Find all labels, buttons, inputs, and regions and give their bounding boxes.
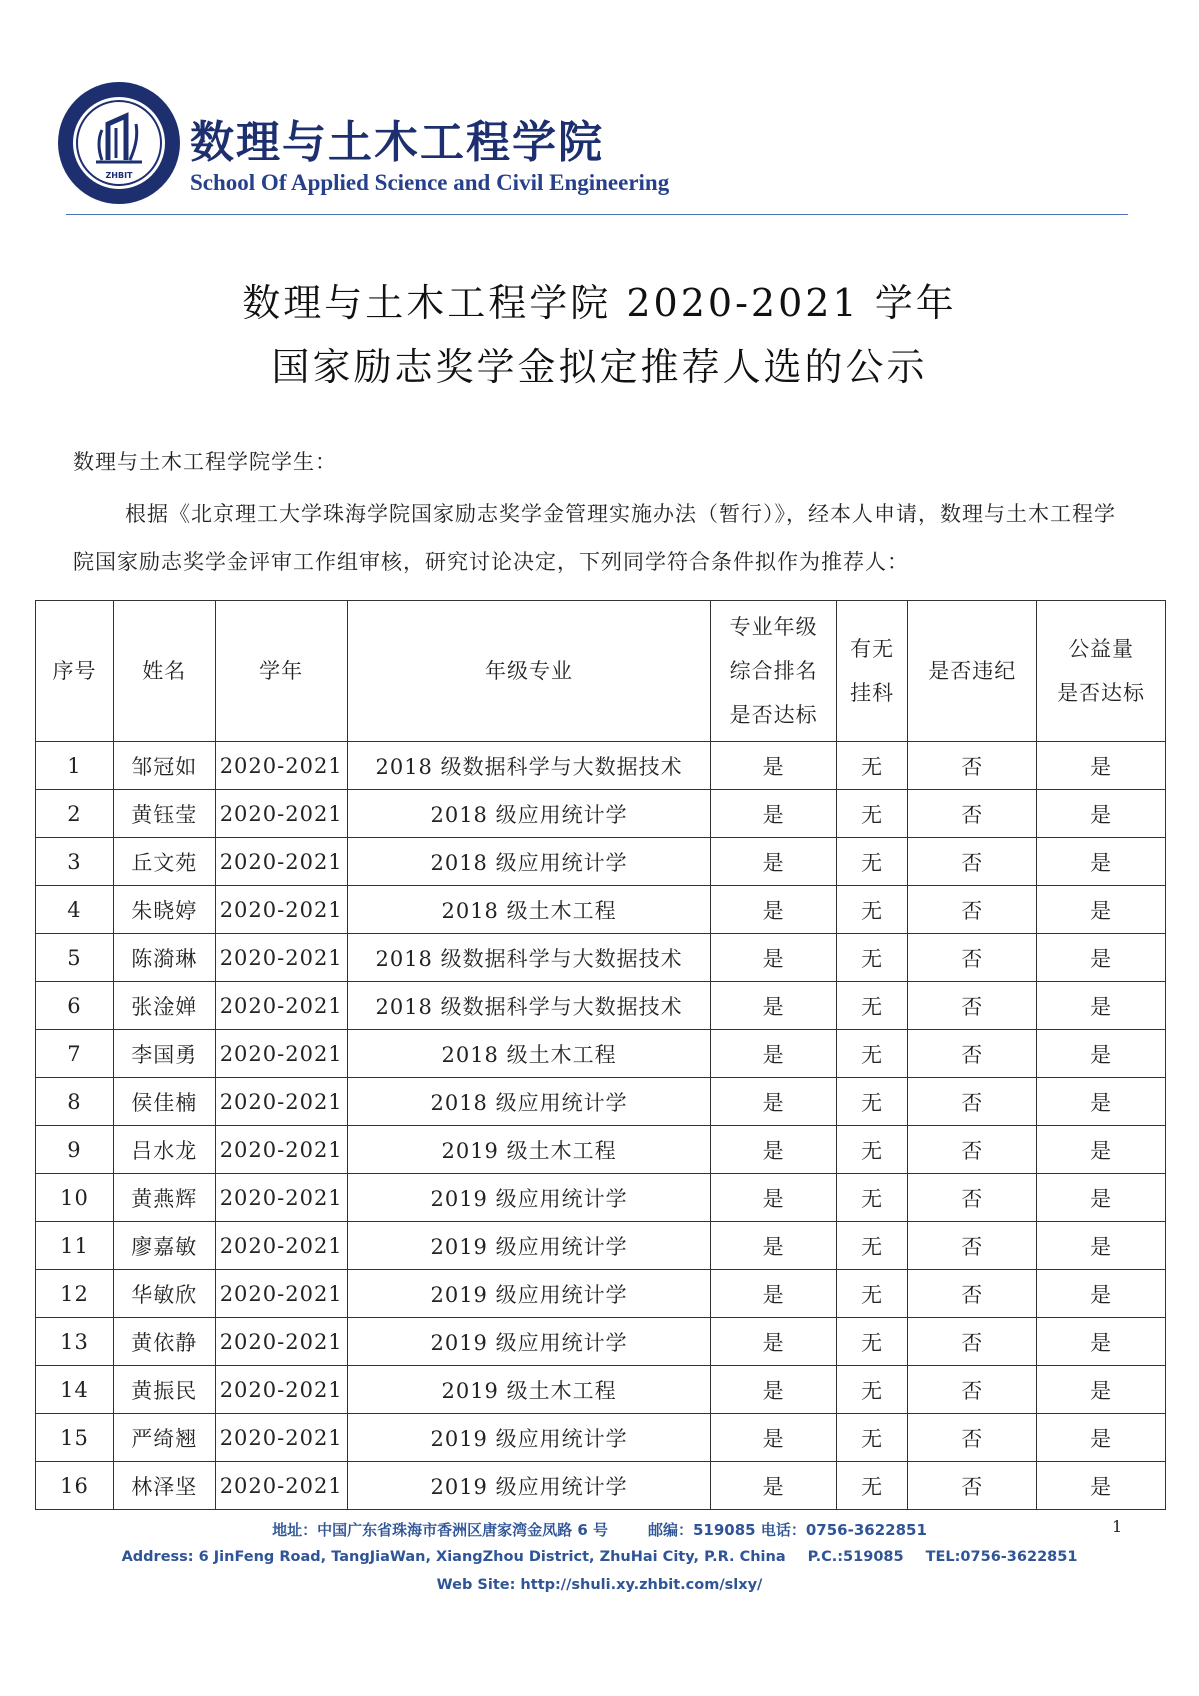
table-cell: 是 (1037, 1462, 1166, 1510)
table-cell: 2019 级应用统计学 (347, 1222, 711, 1270)
table-row (36, 1414, 1166, 1462)
table-cell: 是 (711, 790, 837, 838)
table-cell: 2020-2021 (215, 1030, 347, 1078)
table-cell: 2018 级数据科学与大数据技术 (347, 934, 711, 982)
table-cell: 无 (836, 1318, 907, 1366)
table-cell: 无 (836, 1222, 907, 1270)
table-cell: 否 (908, 1174, 1037, 1222)
letterhead (56, 80, 1136, 220)
table-cell: 是 (1037, 1366, 1166, 1414)
table-cell: 1 (36, 742, 114, 790)
table-cell: 黄依静 (113, 1318, 215, 1366)
table-cell: 是 (711, 1366, 837, 1414)
table-cell: 无 (836, 1366, 907, 1414)
table-row (36, 1222, 1166, 1270)
table-cell: 是 (711, 1414, 837, 1462)
table-row (36, 1366, 1166, 1414)
table-cell: 2018 级应用统计学 (347, 1078, 711, 1126)
table-cell: 否 (908, 1462, 1037, 1510)
table-cell: 7 (36, 1030, 114, 1078)
table-cell: 无 (836, 790, 907, 838)
table-cell: 无 (836, 1414, 907, 1462)
table-cell: 张淦婵 (113, 982, 215, 1030)
header-cell: 年级专业 (347, 601, 711, 742)
table-cell: 是 (1037, 742, 1166, 790)
table-cell: 5 (36, 934, 114, 982)
table-cell: 无 (836, 1126, 907, 1174)
table-cell: 3 (36, 838, 114, 886)
table-cell: 是 (711, 934, 837, 982)
table-cell: 是 (1037, 1222, 1166, 1270)
table-cell: 2019 级土木工程 (347, 1366, 711, 1414)
table-cell: 否 (908, 1270, 1037, 1318)
recommendation-table (35, 600, 1166, 1510)
table-cell: 2020-2021 (215, 934, 347, 982)
page-number: 1 (1112, 1517, 1123, 1536)
table-cell: 2019 级应用统计学 (347, 1174, 711, 1222)
table-cell: 邹冠如 (113, 742, 215, 790)
table-row (36, 1030, 1166, 1078)
footer-website (0, 1577, 1199, 1593)
table-cell: 否 (908, 742, 1037, 790)
table-cell: 15 (36, 1414, 114, 1462)
table-cell: 华敏欣 (113, 1270, 215, 1318)
table-row (36, 742, 1166, 790)
table-cell: 否 (908, 1030, 1037, 1078)
table-cell: 是 (711, 886, 837, 934)
table-cell: 林泽坚 (113, 1462, 215, 1510)
table-cell: 14 (36, 1366, 114, 1414)
document-title-line2: 国家励志奖学金拟定推荐人选的公示 (271, 345, 928, 389)
header-cell: 有无 挂科 (836, 601, 907, 742)
table-cell: 无 (836, 1030, 907, 1078)
table-cell: 是 (1037, 838, 1166, 886)
table-cell: 是 (1037, 1126, 1166, 1174)
table-cell: 2019 级应用统计学 (347, 1414, 711, 1462)
school-name-cn: 数理与土木工程学院 (190, 117, 604, 168)
table-cell: 无 (836, 982, 907, 1030)
table-row (36, 1078, 1166, 1126)
table-cell: 否 (908, 934, 1037, 982)
table-cell: 2020-2021 (215, 1318, 347, 1366)
table-cell: 陈漪琳 (113, 934, 215, 982)
table-cell: 否 (908, 1126, 1037, 1174)
footer-address-cn (0, 1519, 1199, 1540)
postcode-en: P.C.:519085 (807, 1549, 904, 1565)
table-cell: 廖嘉敏 (113, 1222, 215, 1270)
table-cell: 2020-2021 (215, 1126, 347, 1174)
table-cell: 否 (908, 790, 1037, 838)
table-row (36, 838, 1166, 886)
table-cell: 9 (36, 1126, 114, 1174)
table-cell: 无 (836, 886, 907, 934)
table-cell: 无 (836, 1078, 907, 1126)
table-cell: 是 (711, 1174, 837, 1222)
table-cell: 是 (711, 1126, 837, 1174)
table-cell: 是 (1037, 1174, 1166, 1222)
table-cell: 是 (711, 1222, 837, 1270)
postcode-phone-cn: 邮编：519085 电话：0756-3622851 (648, 1521, 927, 1539)
table-cell: 无 (836, 742, 907, 790)
table-cell: 是 (711, 1462, 837, 1510)
table-cell: 2020-2021 (215, 1414, 347, 1462)
table-cell: 无 (836, 1462, 907, 1510)
header-divider (66, 214, 1128, 215)
tel-en: TEL:0756-3622851 (925, 1549, 1078, 1565)
table-cell: 是 (711, 742, 837, 790)
table-cell: 16 (36, 1462, 114, 1510)
table-cell: 2018 级数据科学与大数据技术 (347, 742, 711, 790)
table-cell: 是 (711, 1030, 837, 1078)
table-cell: 否 (908, 1366, 1037, 1414)
table-header-row (36, 601, 1166, 742)
table-cell: 2018 级应用统计学 (347, 838, 711, 886)
header-cell: 专业年级 综合排名 是否达标 (711, 601, 837, 742)
table-cell: 否 (908, 982, 1037, 1030)
table-cell: 无 (836, 1270, 907, 1318)
table-cell: 否 (908, 1414, 1037, 1462)
table-cell: 13 (36, 1318, 114, 1366)
table-cell: 2020-2021 (215, 1270, 347, 1318)
table-cell: 否 (908, 1078, 1037, 1126)
table-cell: 朱晓婷 (113, 886, 215, 934)
salutation: 数理与土木工程学院学生： (73, 450, 337, 474)
school-name-en: School Of Applied Science and Civil Engineering (190, 170, 670, 195)
table-cell: 无 (836, 934, 907, 982)
table-cell: 是 (711, 838, 837, 886)
table-cell: 6 (36, 982, 114, 1030)
table-cell: 2018 级土木工程 (347, 886, 711, 934)
table-cell: 10 (36, 1174, 114, 1222)
table-cell: 丘文苑 (113, 838, 215, 886)
table-cell: 2020-2021 (215, 838, 347, 886)
table-cell: 2018 级数据科学与大数据技术 (347, 982, 711, 1030)
school-logo-icon (56, 80, 182, 206)
table-cell: 2019 级应用统计学 (347, 1318, 711, 1366)
table-row (36, 1174, 1166, 1222)
table-cell: 黄钰莹 (113, 790, 215, 838)
table-cell: 2018 级土木工程 (347, 1030, 711, 1078)
table-cell: 无 (836, 838, 907, 886)
table-cell: 2020-2021 (215, 790, 347, 838)
table-cell: 2020-2021 (215, 742, 347, 790)
table-cell: 2020-2021 (215, 1462, 347, 1510)
table-row (36, 1126, 1166, 1174)
table-cell: 是 (1037, 1414, 1166, 1462)
table-cell: 8 (36, 1078, 114, 1126)
table-cell: 是 (1037, 1318, 1166, 1366)
table-cell: 2019 级土木工程 (347, 1126, 711, 1174)
table-cell: 李国勇 (113, 1030, 215, 1078)
table-cell: 否 (908, 838, 1037, 886)
table-cell: 黄燕辉 (113, 1174, 215, 1222)
table-cell: 是 (1037, 1078, 1166, 1126)
table-cell: 是 (711, 1270, 837, 1318)
table-row (36, 886, 1166, 934)
header-cell: 序号 (36, 601, 114, 742)
table-row (36, 934, 1166, 982)
header-cell: 公益量 是否达标 (1037, 601, 1166, 742)
table-cell: 2020-2021 (215, 1222, 347, 1270)
table-row (36, 790, 1166, 838)
table-row (36, 1270, 1166, 1318)
table-cell: 是 (1037, 934, 1166, 982)
table-cell: 2018 级应用统计学 (347, 790, 711, 838)
table-cell: 11 (36, 1222, 114, 1270)
table-row (36, 982, 1166, 1030)
table-cell: 2020-2021 (215, 1366, 347, 1414)
table-cell: 是 (1037, 886, 1166, 934)
table-cell: 黄振民 (113, 1366, 215, 1414)
header-cell: 姓名 (113, 601, 215, 742)
table-cell: 是 (1037, 1270, 1166, 1318)
table-cell: 2020-2021 (215, 982, 347, 1030)
table-cell: 严绮翘 (113, 1414, 215, 1462)
table-cell: 否 (908, 886, 1037, 934)
svg-text:ZHBIT: ZHBIT (105, 171, 133, 180)
table-cell: 12 (36, 1270, 114, 1318)
table-row (36, 1462, 1166, 1510)
table-cell: 否 (908, 1222, 1037, 1270)
table-cell: 吕水龙 (113, 1126, 215, 1174)
table-cell: 是 (1037, 790, 1166, 838)
table-cell: 侯佳楠 (113, 1078, 215, 1126)
table-cell: 2020-2021 (215, 1174, 347, 1222)
intro-paragraph: 根据《北京理工大学珠海学院国家励志奖学金管理实施办法（暂行）》，经本人申请，数理与土木工程学院国家励志奖学金评审工作组审核，研究讨论决定，下列同学符合条件拟作为推荐人： (73, 502, 1116, 574)
table-cell: 2020-2021 (215, 886, 347, 934)
table-cell: 是 (1037, 1030, 1166, 1078)
address-en: Address: 6 JinFeng Road, TangJiaWan, XiangZhou District, ZhuHai City, P.R. China (121, 1549, 786, 1565)
table-cell: 2 (36, 790, 114, 838)
table-cell: 2019 级应用统计学 (347, 1462, 711, 1510)
table-cell: 2020-2021 (215, 1078, 347, 1126)
website-link[interactable]: Web Site: http://shuli.xy.zhbit.com/slxy/ (436, 1577, 763, 1593)
table-cell: 是 (711, 1078, 837, 1126)
table-cell: 是 (711, 982, 837, 1030)
footer-address-en (0, 1549, 1199, 1565)
header-cell: 是否违纪 (908, 601, 1037, 742)
address-cn: 地址：中国广东省珠海市香洲区唐家湾金凤路 6 号 (272, 1521, 608, 1539)
table-cell: 是 (1037, 982, 1166, 1030)
table-cell: 否 (908, 1318, 1037, 1366)
table-row (36, 1318, 1166, 1366)
document-title-line1: 数理与土木工程学院 2020-2021 学年 (242, 281, 957, 325)
table-cell: 无 (836, 1174, 907, 1222)
header-cell: 学年 (215, 601, 347, 742)
table-cell: 4 (36, 886, 114, 934)
table-cell: 2019 级应用统计学 (347, 1270, 711, 1318)
table-cell: 是 (711, 1318, 837, 1366)
